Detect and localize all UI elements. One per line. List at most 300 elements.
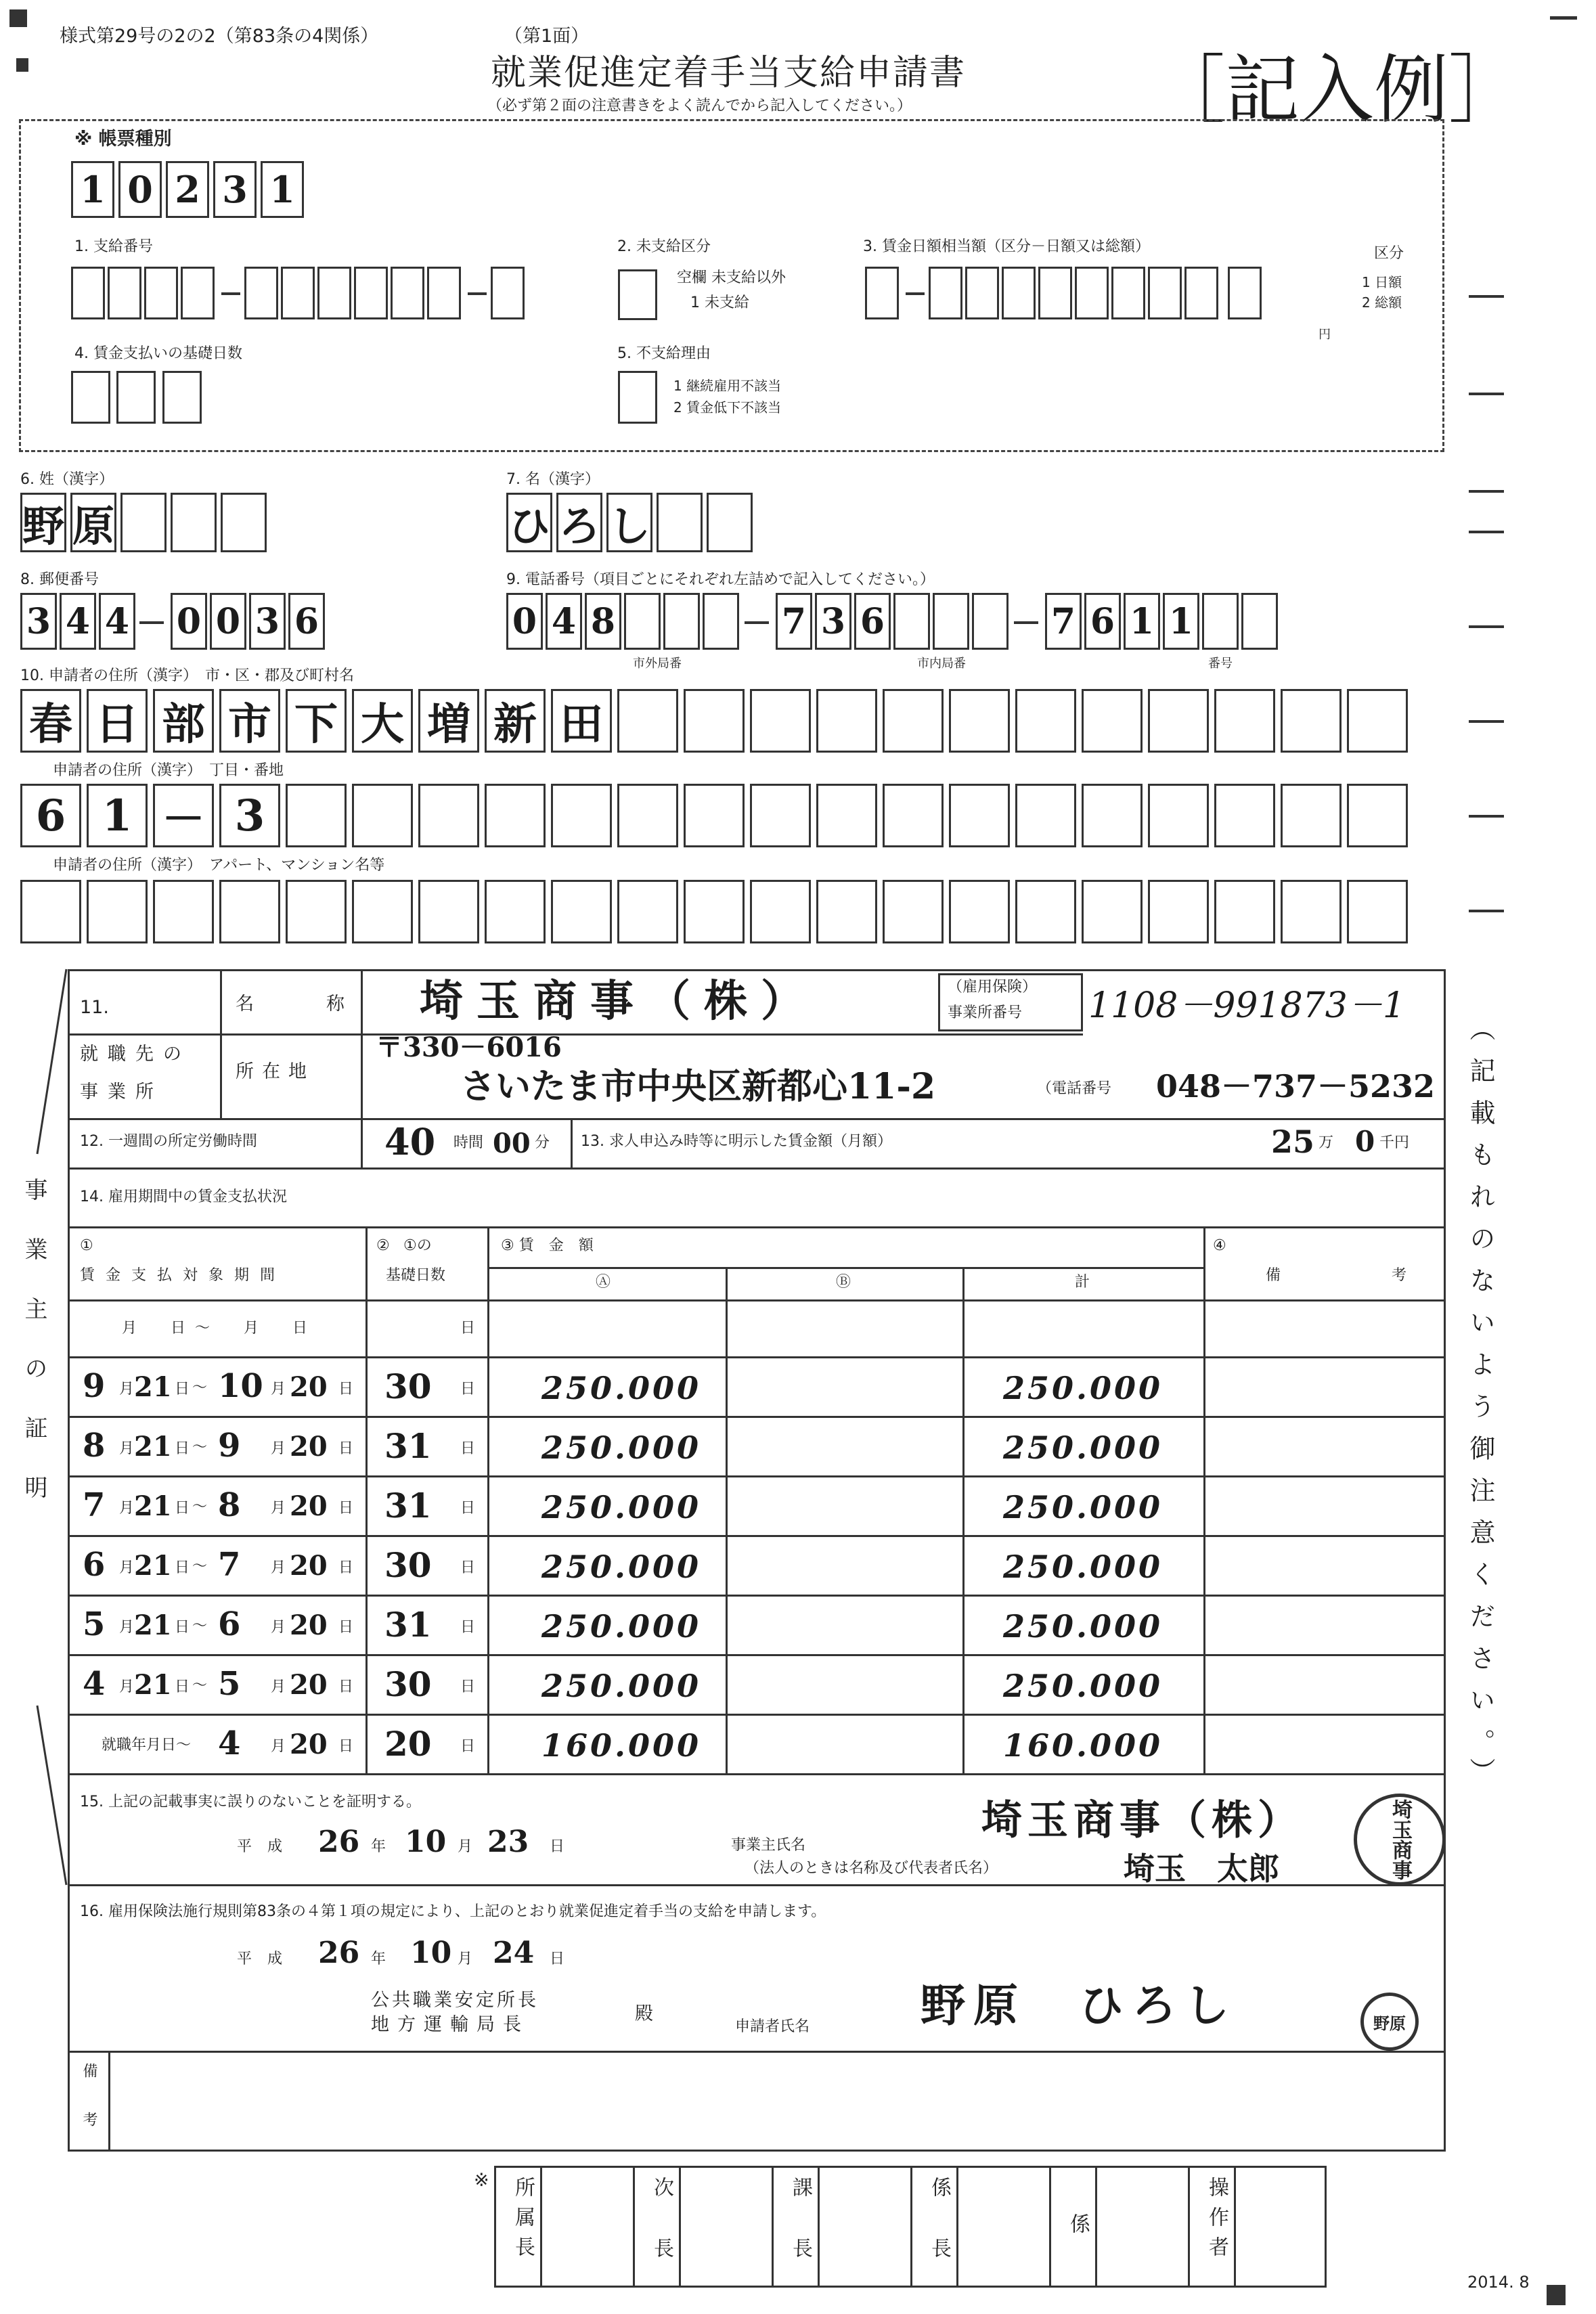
office-use-label-divider: [1234, 2166, 1236, 2288]
company-seal-text: 埼玉商事: [1388, 1799, 1412, 1880]
slip-digit-box-char: 3: [222, 168, 248, 211]
period-month-unit: 月: [119, 1381, 135, 1398]
address-city-box[interactable]: [87, 689, 148, 753]
phone-box-char: 7: [1050, 600, 1076, 642]
address-street-box[interactable]: [684, 784, 745, 847]
payment-number-box[interactable]: [244, 267, 278, 319]
registration-mark: [1550, 16, 1577, 20]
base-days-unit: 日: [460, 1678, 476, 1695]
table-vline: [962, 1267, 965, 1773]
address-street-box[interactable]: [883, 784, 944, 847]
address-building-box[interactable]: [219, 880, 280, 943]
address-building-box[interactable]: [1214, 880, 1275, 943]
base-days-box[interactable]: [71, 371, 110, 424]
col4-header: 備 考: [1266, 1267, 1434, 1284]
slip-type-label: ※ 帳票種別: [74, 129, 172, 150]
address-building-box[interactable]: [617, 880, 678, 943]
payment-number-box[interactable]: [391, 267, 424, 319]
base-days-unit: 日: [460, 1559, 476, 1576]
period-to-day: 20: [290, 1371, 328, 1403]
period-month-unit: 月: [271, 1738, 286, 1755]
phone-box[interactable]: [854, 593, 891, 650]
category-box[interactable]: [1228, 267, 1262, 319]
phone-box-char: 6: [1090, 600, 1115, 642]
certify-day-unit: 日: [550, 1838, 565, 1855]
phone-box[interactable]: [663, 593, 700, 650]
office-use-divider: [910, 2166, 912, 2288]
address-building-box[interactable]: [1281, 880, 1342, 943]
base-days-unit: 日: [460, 1381, 476, 1398]
address-city-box[interactable]: [750, 689, 811, 753]
non-payment-opt-1: 1 継続雇用不該当: [673, 378, 782, 394]
period-tilde: ～: [192, 1439, 208, 1456]
col-total-header: 計: [1075, 1274, 1090, 1291]
certify-month: 10: [405, 1825, 447, 1859]
base-days-value: 31: [384, 1486, 432, 1526]
col2-header-b: 基礎日数: [386, 1267, 446, 1284]
period-to-month: 8: [218, 1486, 241, 1524]
period-tilde: ～: [192, 1677, 208, 1694]
page-label: （第1面）: [504, 26, 590, 47]
address-street-box[interactable]: [1281, 784, 1342, 847]
address-building-box[interactable]: [1148, 880, 1209, 943]
employer-side-label: 事業主の証明: [20, 1178, 47, 1535]
base-days-label: 4. 賃金支払いの基礎日数: [74, 345, 242, 362]
wage-total-value: 250.000: [1003, 1429, 1163, 1466]
address-street-box-char: 3: [234, 790, 265, 841]
applicant-name-label: 申請者氏名: [735, 2018, 810, 2035]
insurance-label: （雇用保険）: [948, 979, 1038, 996]
office-use-label-divider: [818, 2166, 820, 2288]
applicant-seal: [1360, 1993, 1419, 2051]
given-name-box-char: ろ: [558, 501, 601, 551]
owner-representative: 埼玉 太郎: [1124, 1850, 1279, 1887]
daily-wage-box[interactable]: [965, 267, 999, 319]
right-margin-dash: [1469, 910, 1504, 912]
base-days-box[interactable]: [116, 371, 156, 424]
daily-wage-box[interactable]: [1148, 267, 1182, 319]
given-name-box-char: し: [608, 501, 651, 551]
table-vline: [726, 1267, 728, 1773]
address-label: 所在地: [236, 1061, 315, 1082]
address-building-box[interactable]: [1347, 880, 1408, 943]
address-street-box[interactable]: [617, 784, 678, 847]
application-statement: 16. 雇用保険法施行規則第83条の４第１項の規定により、上記のとおり就業促進定着手当の支給を申請します。: [80, 1903, 826, 1920]
period-tilde: ～: [192, 1498, 208, 1515]
period-day-unit: 日: [338, 1559, 354, 1576]
col1-header: 賃金支払対象期間: [80, 1267, 286, 1284]
non-payment-reason-label: 5. 不支給理由: [617, 345, 711, 362]
period-month-unit: 月: [119, 1619, 135, 1636]
address-street-box-char: －: [162, 794, 205, 845]
table-hline: [487, 1267, 1203, 1269]
surname-box[interactable]: [70, 493, 116, 552]
phone-box-char: 7: [781, 600, 807, 642]
payment-number-box[interactable]: [281, 267, 315, 319]
office-use-label-divider: [540, 2166, 542, 2288]
period-day-unit: 日: [175, 1500, 190, 1517]
postal-code-label: 8. 郵便番号: [20, 571, 99, 588]
payment-number-box[interactable]: [144, 267, 178, 319]
payment-number-box[interactable]: [354, 267, 388, 319]
period-tilde: ～: [192, 1558, 208, 1575]
surname-box[interactable]: [221, 493, 267, 552]
wage-a-value: 250.000: [541, 1549, 702, 1585]
notes-frame: [68, 2053, 1446, 2152]
payment-number-box[interactable]: [108, 267, 141, 319]
daily-wage-box[interactable]: [1075, 267, 1109, 319]
address-building-box[interactable]: [1082, 880, 1143, 943]
base-days-unit: 日: [460, 1738, 476, 1755]
period-from-month: 5: [83, 1605, 106, 1643]
payment-number-box[interactable]: [71, 267, 105, 319]
address-city-box[interactable]: [485, 689, 546, 753]
wage-a-value: 250.000: [541, 1608, 702, 1645]
daily-wage-box[interactable]: [865, 267, 899, 319]
base-days-box[interactable]: [162, 371, 202, 424]
period-from-day: 21: [134, 1669, 172, 1701]
period-from-month: 7: [83, 1486, 106, 1524]
period-from-month: 4: [83, 1665, 106, 1703]
hyphen-mark: [745, 621, 769, 624]
address-street-box[interactable]: [1148, 784, 1209, 847]
address-street-box[interactable]: [153, 784, 214, 847]
address-street-box[interactable]: [1214, 784, 1275, 847]
applicant-seal-text: 野原: [1373, 2013, 1406, 2033]
office-use-divider: [1188, 2166, 1190, 2288]
certify-month-unit: 月: [458, 1838, 473, 1855]
slip-digit-box[interactable]: [71, 161, 114, 218]
table-hline: [68, 1654, 1446, 1656]
address-street-box[interactable]: [1082, 784, 1143, 847]
address-building-box[interactable]: [684, 880, 745, 943]
slip-digit-box-char: 2: [175, 168, 200, 211]
given-name-box[interactable]: [707, 493, 753, 552]
phone-box[interactable]: [585, 593, 621, 650]
address-city-box[interactable]: [949, 689, 1010, 753]
address-city-box[interactable]: [1148, 689, 1209, 753]
given-name-box[interactable]: [657, 493, 703, 552]
table-hline: [68, 1475, 1446, 1477]
period-day-unit: 日: [338, 1619, 354, 1636]
wage-total-value: 250.000: [1003, 1549, 1163, 1585]
address-building-box[interactable]: [816, 880, 877, 943]
base-days-value: 31: [384, 1426, 432, 1466]
right-margin-dash: [1469, 625, 1504, 628]
office-name-1: 公共職業安定所長: [371, 1990, 539, 2011]
unit-row-days: 日: [460, 1320, 476, 1337]
daily-wage-box[interactable]: [1002, 267, 1036, 319]
period-month-unit: 月: [271, 1500, 286, 1517]
base-days-value: 30: [384, 1664, 432, 1704]
owner-name-label: 事業主氏名: [731, 1837, 806, 1854]
address-city-box[interactable]: [617, 689, 678, 753]
company-seal: [1354, 1794, 1446, 1886]
address-street-box[interactable]: [485, 784, 546, 847]
company-name: 埼玉商事（株）: [420, 976, 818, 1027]
period-day-unit: 日: [338, 1678, 354, 1695]
address-street-label: 申請者の住所（漢字） 丁目・番地: [53, 762, 284, 779]
application-month: 10: [410, 1936, 452, 1970]
wage-status-label: 14. 雇用期間中の賃金支払状況: [80, 1188, 287, 1205]
daily-wage-box[interactable]: [1111, 267, 1145, 319]
period-day-unit: 日: [338, 1381, 354, 1398]
phone-box[interactable]: [1241, 593, 1278, 650]
daily-wage-box[interactable]: [929, 267, 962, 319]
office-use-label: 係: [1066, 2213, 1090, 2233]
offered-wage-man: 25: [1271, 1123, 1315, 1160]
address-city-box-char: 下: [294, 699, 338, 750]
phone-box[interactable]: [933, 593, 969, 650]
phone-box[interactable]: [893, 593, 930, 650]
table-hline: [68, 1416, 1446, 1418]
address-street-box[interactable]: [816, 784, 877, 847]
payment-number-label: 1. 支給番号: [74, 238, 153, 255]
hyphen-mark: [139, 621, 164, 624]
col2-number: ②: [376, 1237, 390, 1254]
address-building-box[interactable]: [153, 880, 214, 943]
phone-box[interactable]: [1163, 593, 1199, 650]
postal-box[interactable]: [60, 593, 96, 650]
postal-box[interactable]: [99, 593, 135, 650]
period-month-unit: 月: [271, 1619, 286, 1636]
address-city-box[interactable]: [684, 689, 745, 753]
base-days-unit: 日: [460, 1500, 476, 1517]
daily-wage-box[interactable]: [1184, 267, 1218, 319]
offered-wage-sen: 0: [1355, 1125, 1375, 1158]
period-to-day: 20: [290, 1609, 328, 1641]
hyphen-mark: [906, 292, 925, 295]
right-margin-dash: [1469, 531, 1504, 533]
col2-header-a: ①の: [403, 1237, 432, 1254]
postal-box[interactable]: [249, 593, 286, 650]
col-b-header: Ⓑ: [836, 1274, 851, 1291]
base-days-unit: 日: [460, 1619, 476, 1636]
phone-box[interactable]: [703, 593, 739, 650]
given-name-box[interactable]: [506, 493, 552, 552]
form-subtitle: （必ず第２面の注意書きをよく読んでから記入してください。）: [487, 97, 912, 114]
payment-number-box[interactable]: [491, 267, 525, 319]
phone-box[interactable]: [624, 593, 661, 650]
employment-date-prefix: 就職年月日～: [102, 1737, 192, 1754]
address-building-box[interactable]: [551, 880, 612, 943]
right-margin-dash: [1469, 393, 1504, 395]
non-payment-reason-box[interactable]: [618, 371, 657, 424]
daily-wage-label: 3. 賃金日額相当額（区分－日額又は総額）: [863, 238, 1150, 255]
period-day-unit: 日: [338, 1738, 354, 1755]
office-number: 1108－991873－1: [1088, 985, 1405, 1026]
unit-row-period: 月 日～ 月 日: [122, 1320, 317, 1337]
side-bracket: [0, 961, 74, 1895]
address-city-box-char: 田: [560, 699, 603, 750]
base-days-value: 30: [384, 1545, 432, 1585]
address-street-box[interactable]: [1015, 784, 1076, 847]
address-city-box[interactable]: [286, 689, 347, 753]
address-city-box[interactable]: [20, 689, 81, 753]
table-hline: [68, 1714, 1446, 1716]
phone-box[interactable]: [972, 593, 1008, 650]
phone-box[interactable]: [815, 593, 851, 650]
address-street-box[interactable]: [418, 784, 479, 847]
address-street-box[interactable]: [87, 784, 148, 847]
address-building-box[interactable]: [418, 880, 479, 943]
address-building-box[interactable]: [87, 880, 148, 943]
right-margin-dash: [1469, 720, 1504, 723]
right-margin-dash: [1469, 815, 1504, 818]
example-label: ［記入例］: [1151, 47, 1523, 133]
address-city-box[interactable]: [1015, 689, 1076, 753]
postal-box-char: 0: [176, 600, 202, 642]
period-to-day: 20: [290, 1431, 328, 1463]
phone-box[interactable]: [546, 593, 582, 650]
address-city-box[interactable]: [1082, 689, 1143, 753]
revision-date: 2014. 8: [1467, 2273, 1530, 2292]
address-street-box[interactable]: [1347, 784, 1408, 847]
phone-box[interactable]: [1084, 593, 1121, 650]
base-days-value: 30: [384, 1366, 432, 1406]
address-street-box[interactable]: [219, 784, 280, 847]
postal-box-char: 0: [215, 600, 241, 642]
address-street-box[interactable]: [750, 784, 811, 847]
address-city-box[interactable]: [1347, 689, 1408, 753]
sen-yen-unit: 千円: [1379, 1134, 1410, 1151]
address-city-box[interactable]: [1214, 689, 1275, 753]
phone-box[interactable]: [1045, 593, 1082, 650]
table-hline: [68, 1535, 1446, 1537]
payment-number-box[interactable]: [181, 267, 215, 319]
address-street-box[interactable]: [352, 784, 413, 847]
daily-wage-box[interactable]: [1038, 267, 1072, 319]
address-building-box[interactable]: [949, 880, 1010, 943]
phone-box-char: 1: [1168, 600, 1194, 642]
period-from-month: 9: [83, 1367, 106, 1405]
right-margin-dash: [1469, 295, 1504, 298]
address-building-box[interactable]: [20, 880, 81, 943]
address-building-box[interactable]: [1015, 880, 1076, 943]
wage-a-value: 160.000: [541, 1727, 702, 1764]
address-city-box-char: 増: [427, 699, 470, 750]
divider: [361, 969, 363, 1118]
address-city-box-char: 大: [361, 699, 404, 750]
address-city-box[interactable]: [219, 689, 280, 753]
address-street-box[interactable]: [949, 784, 1010, 847]
period-to-month: 6: [218, 1605, 241, 1643]
address-building-box[interactable]: [485, 880, 546, 943]
surname-box[interactable]: [171, 493, 217, 552]
slip-digit-box[interactable]: [213, 161, 257, 218]
address-city-box[interactable]: [816, 689, 877, 753]
address-city-box[interactable]: [153, 689, 214, 753]
address-city-box-char: 新: [493, 699, 537, 750]
phone-box[interactable]: [506, 593, 543, 650]
application-month-unit: 月: [458, 1951, 473, 1967]
address-building-box[interactable]: [352, 880, 413, 943]
company-tel: 048－737－5232: [1156, 1068, 1436, 1105]
phone-box-char: 0: [512, 600, 537, 642]
weekly-hours-label: 12. 一週間の所定労働時間: [80, 1133, 257, 1150]
address-street-box[interactable]: [20, 784, 81, 847]
unpaid-category-box[interactable]: [618, 269, 657, 320]
given-name-label: 7. 名（漢字）: [506, 471, 600, 488]
col1-number: ①: [80, 1237, 93, 1254]
address-city-box[interactable]: [1281, 689, 1342, 753]
address-building-label: 申請者の住所（漢字） アパート、マンション名等: [53, 857, 385, 874]
address-street-box[interactable]: [551, 784, 612, 847]
given-name-box[interactable]: [556, 493, 602, 552]
period-tilde: ～: [192, 1618, 208, 1634]
slip-digit-box[interactable]: [166, 161, 209, 218]
period-day-unit: 日: [175, 1381, 190, 1398]
phone-area-caption: 市外局番: [633, 657, 682, 671]
payment-number-box[interactable]: [427, 267, 461, 319]
address-city-box[interactable]: [551, 689, 612, 753]
certify-year: 26: [318, 1825, 360, 1859]
postal-box[interactable]: [171, 593, 207, 650]
hyphen-mark: [221, 292, 240, 295]
period-tilde: ～: [192, 1379, 208, 1396]
phone-box[interactable]: [1202, 593, 1239, 650]
postal-box[interactable]: [20, 593, 57, 650]
slip-digit-box[interactable]: [118, 161, 162, 218]
period-month-unit: 月: [119, 1678, 135, 1695]
period-month-unit: 月: [119, 1559, 135, 1576]
postal-box-char: 4: [104, 600, 130, 642]
period-month-unit: 月: [271, 1678, 286, 1695]
period-to-day: 20: [290, 1669, 328, 1701]
address-city-box[interactable]: [883, 689, 944, 753]
address-building-box[interactable]: [286, 880, 347, 943]
caution-note: （記載もれのないよう御注意ください。）: [1465, 1015, 1495, 1800]
given-name-box[interactable]: [606, 493, 652, 552]
notes-label: 備考: [81, 2063, 97, 2160]
surname-box[interactable]: [120, 493, 167, 552]
period-from-day: 21: [134, 1371, 172, 1403]
slip-digit-box-char: 1: [80, 168, 106, 211]
address-building-box[interactable]: [883, 880, 944, 943]
payment-number-box[interactable]: [317, 267, 351, 319]
office-name-2: 地方運輸局長: [371, 2014, 529, 2035]
wage-a-value: 250.000: [541, 1489, 702, 1526]
address-city-box-char: 日: [95, 699, 139, 750]
given-name-box-char: ひ: [508, 501, 551, 551]
period-day-unit: 日: [175, 1619, 190, 1636]
address-street-box[interactable]: [286, 784, 347, 847]
wage-total-value: 160.000: [1003, 1727, 1163, 1764]
phone-box[interactable]: [1124, 593, 1160, 650]
section-11-number: 11.: [80, 997, 109, 1018]
slip-digit-box[interactable]: [261, 161, 304, 218]
address-city-box-char: 春: [29, 699, 72, 750]
address-building-box[interactable]: [750, 880, 811, 943]
postal-box[interactable]: [210, 593, 246, 650]
table-hline: [68, 1356, 1446, 1358]
phone-city-caption: 市内局番: [917, 657, 966, 671]
col-a-header: Ⓐ: [596, 1274, 611, 1291]
surname-box[interactable]: [20, 493, 66, 552]
honorific: 殿: [635, 2003, 653, 2024]
phone-box[interactable]: [776, 593, 812, 650]
period-from-month: 6: [83, 1546, 106, 1584]
postal-box[interactable]: [288, 593, 325, 650]
category-label: 区分: [1374, 245, 1404, 262]
base-days-value: 31: [384, 1605, 432, 1645]
wage-a-value: 250.000: [541, 1370, 702, 1406]
surname-box-char: 原: [72, 501, 115, 551]
company-name-label: 名 称: [236, 994, 372, 1015]
address-city-box[interactable]: [418, 689, 479, 753]
divider: [361, 1118, 363, 1167]
address-city-box[interactable]: [352, 689, 413, 753]
